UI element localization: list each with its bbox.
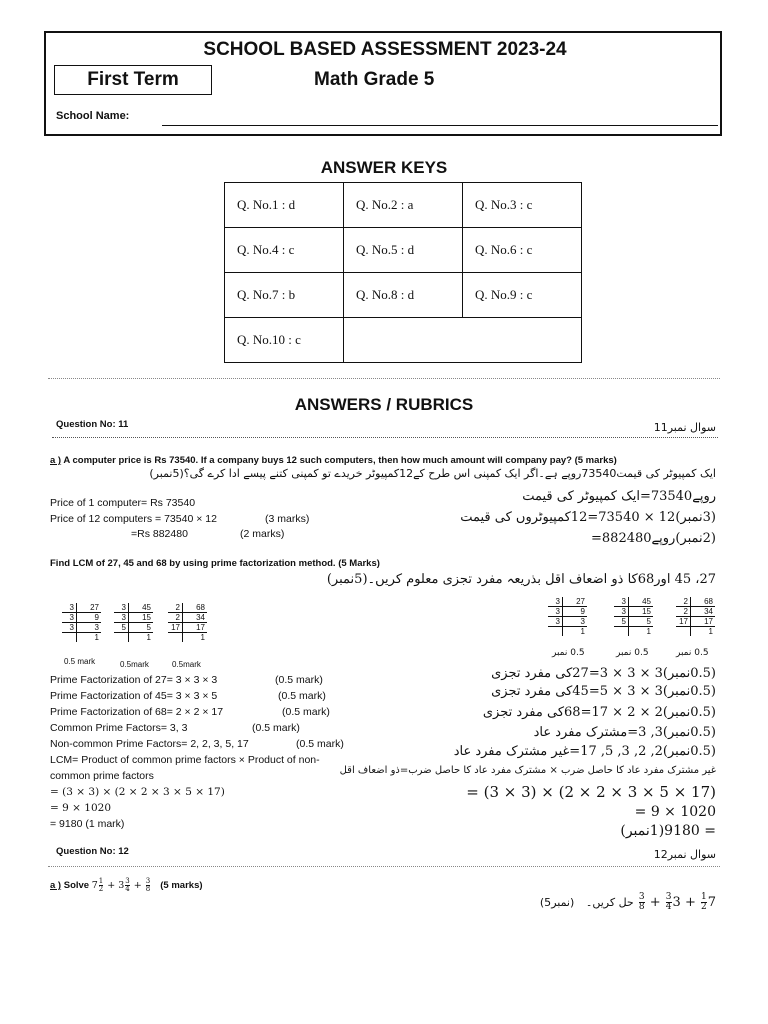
numerator: 3 [665,892,672,902]
rubrics-heading: ANSWERS / RUBRICS [294,395,474,414]
answer-key-cell: Q. No.10 : c [225,318,344,363]
fraction-expression: 7 $\frac{1}{2}$ + 3 $\frac{3}{4}$ + $\frac{3}{8}$ [91,877,151,893]
urdu-mark-label: 0.5 نمبر [676,648,709,658]
dividend: 3 [77,623,102,633]
common-factors: Common Prime Factors= 3, 3 [50,722,188,734]
section-divider [48,866,720,867]
fraction-3 [146,878,150,893]
lcm-eq1: = (3 × 3) × (2 × 2 × 3 × 5 × 17) [50,786,225,798]
answer-key-cell: Q. No.9 : c [463,273,582,318]
q11-urdu-line1: روپے73540=ایک کمپیوٹر کی قیمت [522,489,716,504]
urdu-lcm-eq3: = 9180(1نمبر) [620,823,716,839]
factor-table-45-urdu [614,597,653,636]
divisor: 3 [114,603,129,613]
divisor [114,633,129,643]
header-box [44,31,722,136]
urdu-common: (0.5نمبر)3, 3=مشترک مفرد عاد [533,725,716,740]
dividend: 15 [629,607,654,617]
divisor [676,627,691,637]
factor-table-45 [114,603,153,642]
dividend: 1 [646,627,651,636]
question-12-part-a [50,878,203,893]
whole-2: 3 [672,895,681,910]
divisor: 5 [114,623,129,633]
lcm-definition: LCM= Product of common prime factors × Product of non- [50,754,320,766]
factor-table-27 [62,603,101,642]
fraction-1 [99,878,103,893]
factor-table-27-urdu [548,597,587,636]
q11-line1: Price of 1 computer= Rs 73540 [50,497,196,509]
dividend: 1 [580,627,585,636]
urdu-mark-label: 0.5 نمبر [552,648,585,658]
divisor: 2 [168,603,183,613]
dividend: 9 [77,613,102,623]
divisor [614,627,629,637]
dividend: 5 [129,623,154,633]
dividend: 9 [563,607,588,617]
dividend: 17 [691,617,716,627]
dividend: 5 [629,617,654,627]
divisor: 3 [548,607,563,617]
dividend: 1 [708,627,713,636]
answer-key-cell: Q. No.1 : d [225,183,344,228]
urdu-pf-45: (0.5نمبر)3 × 3 × 5=45کی مفرد تجزی [491,684,716,699]
lcm-question-urdu: 27، 45 اور68کا ذو اضعاف اقل بذریعہ مفرد تجزی معلوم کریں۔(5نمبر) [326,572,716,587]
denominator: 2 [98,885,104,893]
divisor: 3 [614,607,629,617]
urdu-lcm-eq2: = 9 × 1020 [634,804,716,820]
urdu-fraction-expression: 7 $\frac{1}{2}$ + 3 $\frac{3}{4}$ + $\frac{3}{8}$ [638,892,716,912]
numerator: 3 [145,877,151,885]
solve-label: Solve [63,880,90,891]
dividend: 15 [129,613,154,623]
question-11-urdu-label: سوال نمبر11 [653,421,716,434]
lcm-eq3: = 9180 (1 mark) [50,818,125,830]
lcm-question: Find LCM of 27, 45 and 68 by using prime factorization method. (5 Marks) [50,558,380,569]
lcm-definition-cont: common prime factors [50,770,154,782]
fraction-1 [701,893,707,912]
dividend: 3 [563,617,588,627]
divisor: 2 [168,613,183,623]
mark-label: 0.5mark [172,660,201,669]
denominator: 2 [700,902,707,912]
question-11-label: Question No: 11 [56,419,129,430]
part-a-text: A computer price is Rs 73540. If a company buys 12 such computers, then how much amount will company pay? (5 marks) [61,455,617,466]
question-12-urdu-label: سوال نمبر12 [653,848,716,861]
numerator: 1 [98,877,104,885]
lcm-eq2: = 9 × 1020 [50,802,112,814]
divisor: 17 [168,623,183,633]
denominator: 8 [638,902,645,912]
answer-key-cell: Q. No.6 : c [463,228,582,273]
dividend: 45 [629,597,654,607]
mark-label: 0.5mark [120,660,149,669]
answer-keys-table [224,182,582,363]
denominator: 4 [665,902,672,912]
dividend: 68 [183,603,208,613]
empty-cell [344,318,582,363]
pf-68: Prime Factorization of 68= 2 × 2 × 17 [50,706,224,718]
dividend: 1 [200,633,205,642]
answer-key-cell: Q. No.7 : b [225,273,344,318]
dividend: 34 [691,607,716,617]
noncommon-factors-marks: (0.5 mark) [296,738,344,750]
urdu-pf-27: (0.5نمبر)3 × 3 × 3=27کی مفرد تجزی [491,666,716,681]
q12-marks: (5 marks) [160,880,203,891]
question-12-label: Question No: 12 [56,846,129,857]
answer-key-cell: Q. No.5 : d [344,228,463,273]
answer-key-cell: Q. No.3 : c [463,183,582,228]
divisor: 3 [114,613,129,623]
q11-urdu-line2: (3نمبر)12 × 73540=12کمپیوٹروں کی قیمت [460,510,716,525]
question-11-urdu: ایک کمپیوٹر کی قیمت73540روپے ہے۔اگر ایک کمپنی اس طرح کے12کمپیوٹر خریدے تو کمپنی کتنے پیسے ادا کرے گی؟(5نمبر) [149,467,716,480]
dividend: 27 [77,603,102,613]
part-a-prefix: a ) [50,880,62,891]
common-factors-marks: (0.5 mark) [252,722,300,734]
numerator: 3 [638,892,645,902]
divisor: 3 [548,597,563,607]
pf-27-marks: (0.5 mark) [275,674,323,686]
denominator: 4 [125,885,130,893]
whole-1: 7 [91,880,98,891]
part-a-prefix: a ) [50,455,62,466]
question-11-part-a [50,455,617,466]
fraction-2 [666,893,672,912]
fraction-3 [639,893,645,912]
divisor: 3 [548,617,563,627]
dividend: 17 [183,623,208,633]
urdu-noncommon: (0.5نمبر)2, 2, 3, 5, 17=غیر مشترک مفرد عاد [453,744,716,759]
divisor: 2 [676,607,691,617]
noncommon-factors: Non-common Prime Factors= 2, 2, 3, 5, 17 [50,738,249,750]
section-divider [48,378,720,379]
dividend: 34 [183,613,208,623]
mark-label: 0.5 mark [64,657,96,666]
fraction-2 [125,878,129,893]
question-12-urdu [540,893,716,912]
dividend: 1 [94,633,99,642]
denominator: 8 [145,885,151,893]
urdu-lcm-eq1: = (3 × 3) × (2 × 2 × 3 × 5 × 17) [466,783,716,801]
divisor: 3 [62,623,77,633]
divisor: 3 [62,603,77,613]
dividend: 1 [146,633,151,642]
answer-key-cell: Q. No.4 : c [225,228,344,273]
grade-title: Math Grade 5 [314,69,435,90]
factor-table-68-urdu [676,597,715,636]
q11-urdu-line3: (2نمبر)روپے882480= [591,531,716,546]
urdu-pf-68: (0.5نمبر)2 × 2 × 17=68کی مفرد تجزی [482,705,716,720]
urdu-mark-label: 0.5 نمبر [616,648,649,658]
divisor: 3 [614,597,629,607]
pf-68-marks: (0.5 mark) [282,706,330,718]
urdu-lcm-definition: غیر مشترک مفرد عاد کا حاصل ضرب × مشترک مفرد عاد کا حاصل ضرب=ذو اضعاف اقل [339,765,716,776]
divisor: 5 [614,617,629,627]
q11-line3: =Rs 882480 [131,528,188,540]
q11-line2: Price of 12 computers = 73540 × 12 [50,513,217,525]
answer-key-cell: Q. No.8 : d [344,273,463,318]
divisor: 2 [676,597,691,607]
answer-key-cell: Q. No.2 : a [344,183,463,228]
divisor: 17 [676,617,691,627]
answer-keys-heading: ANSWER KEYS [320,158,448,177]
school-name-line [162,125,718,126]
pf-45: Prime Factorization of 45= 3 × 3 × 5 [50,690,218,702]
urdu-solve: حل کریں۔ [585,896,634,909]
pf-45-marks: (0.5 mark) [278,690,326,702]
page-title: SCHOOL BASED ASSESSMENT 2023-24 [203,39,567,60]
dividend: 68 [691,597,716,607]
urdu-marks: (5نمبر) [539,896,575,909]
term-box: First Term [54,65,212,95]
pf-27: Prime Factorization of 27= 3 × 3 × 3 [50,674,218,686]
school-name-label: School Name: [56,110,130,122]
whole-2: 3 [118,880,125,891]
divisor: 3 [62,613,77,623]
divisor [62,633,77,643]
divisor [548,627,563,637]
dotted-line [52,437,718,438]
factor-table-68 [168,603,207,642]
q11-line3-marks: (2 marks) [240,528,285,540]
dividend: 27 [563,597,588,607]
divisor [168,633,183,643]
numerator: 3 [125,877,130,885]
dividend: 45 [129,603,154,613]
whole-1: 7 [707,895,716,910]
numerator: 1 [700,892,707,902]
q11-line2-marks: (3 marks) [265,513,310,525]
